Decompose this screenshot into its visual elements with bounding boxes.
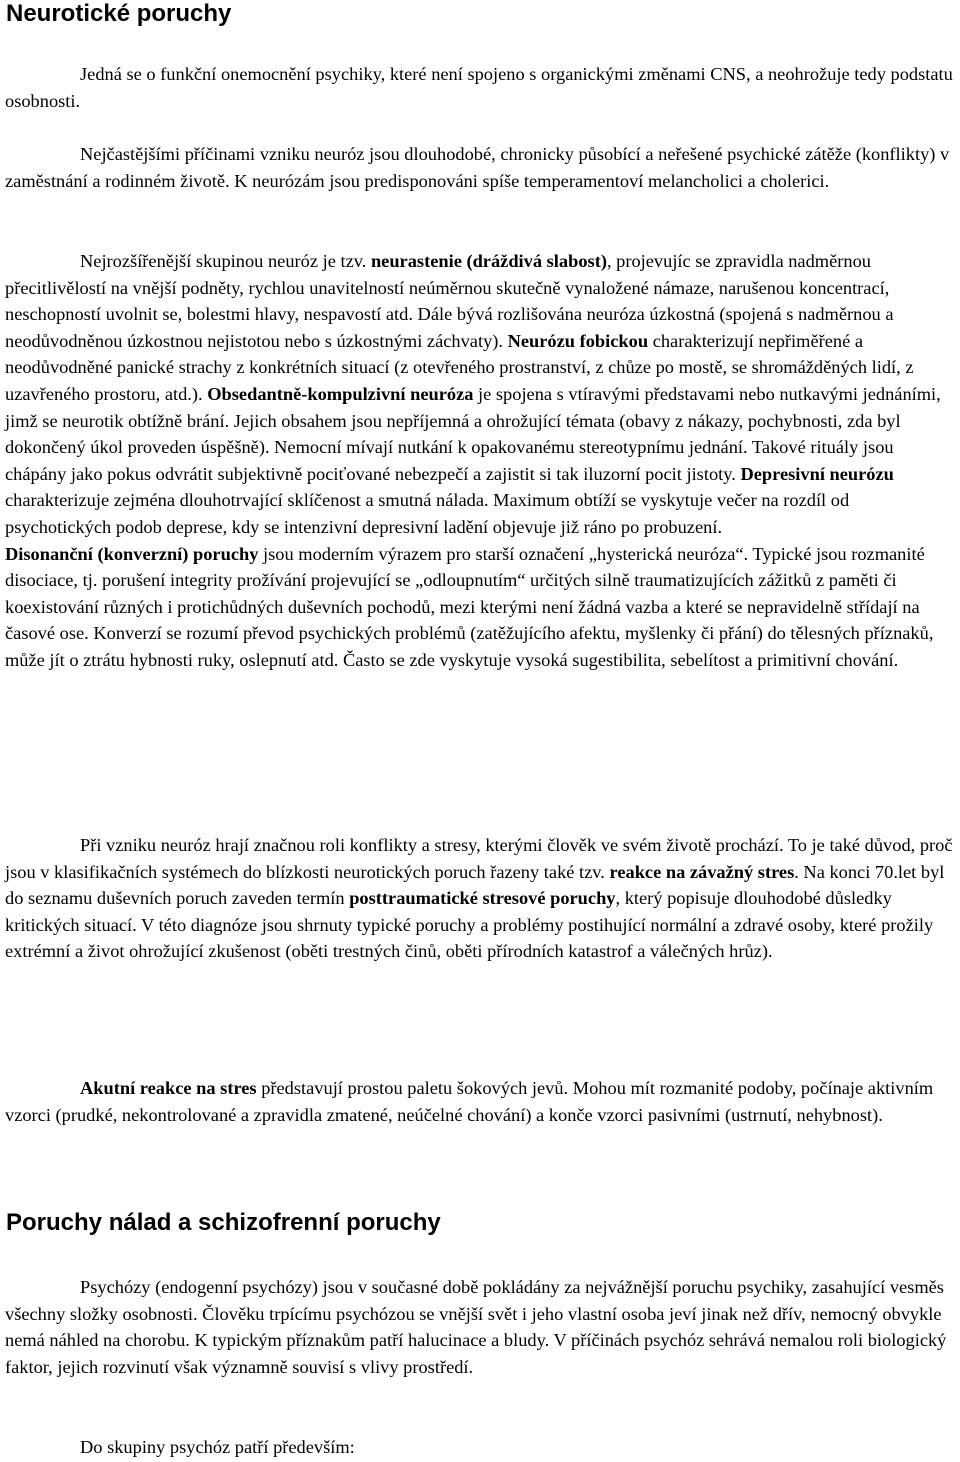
text-run: jsou moderním výrazem pro starší označení „hysterická neuróza“. Typické jsou rozmanité disociace, tj. porušení integrity prožívání projevující se „odloupnutím“ určitých silně traumatizujících zážitků z paměti či koexistování různých i protichůdných duševních pochodů, mezi kterými není žádná vazba a které se nepravidelně střídají na časové ose. Konverzí se rozumí převod psychických problémů (zatěžujícího afektu, myšlenky či přání) do tělesných příznaků, může jít o ztrátu hybnosti ruky, oslepnutí atd. Často se zde vyskytuje vysoká sugestibilita, sebelítost a primitivní chování.	[5, 543, 934, 670]
paragraph-causes: Nejčastějšími příčinami vzniku neuróz jsou dlouhodobé, chronicky působící a neřešené psychické zátěže (konflikty) v zaměstnání a rodinném životě. K neurózám jsou predisponováni spíše temperamentoví melancholici a cholerici.	[5, 144, 950, 191]
text-run: , projevujíc se zpravidla nadměrnou přecitlivělostí na vnější podněty, rychlou unavitelností neúměrnou skutečně vynaložené námaze, narušenou koncentrací, neschopností uvolnit se, bolestmi hlavy, nespavostí atd. Dále bývá rozlišována neuróza úzkostná (spojená s nadměrnou a neodůvodněnou úzkostnou nejistotou nebo s úzkostnými záchvaty).	[5, 251, 894, 351]
paragraph-definition: Jedná se o funkční onemocnění psychiky, které není spojeno s organickými změnami CNS, a neohrožuje tedy podstatu osobnosti.	[5, 64, 953, 111]
paragraph-stress-reactions	[5, 832, 957, 965]
section-heading-mood-schizophrenia: Poruchy nálad a schizofrenní poruchy	[6, 1209, 441, 1236]
text-run: , který popisuje dlouhodobé důsledky kritických situací. V této diagnóze jsou shrnuty typické poruchy a problémy postihující normální a zdravé osoby, které prožily extrémní a život ohrožující zkušenost (oběti trestných činů, oběti přírodních katastrof a válečných hrůz).	[5, 888, 934, 962]
term-stress-reaction: reakce na závažný stres	[609, 861, 795, 882]
term-acute-stress-reaction: Akutní reakce na stres	[80, 1078, 257, 1098]
text-run: představují prostou paletu šokových jevů. Mohou mít rozmanité podoby, počínaje aktivním vzorci (prudké, nekontrolované a zpravidla zmatené, neúčelné chování) a konče vzorci pasivními (ustrnutí, nehybnost).	[5, 1078, 934, 1125]
term-depressive-neurosis: Depresivní neurózu	[740, 463, 894, 484]
term-dissociative-disorders: Disonanční (konverzní) poruchy	[5, 543, 259, 564]
term-phobic-neurosis: Neurózu fobickou	[507, 330, 649, 351]
paragraph-acute-stress	[5, 1075, 957, 1128]
term-ptsd: posttraumatické stresové poruchy	[349, 888, 616, 909]
text-run: Nejrozšířenější skupinou neuróz je tzv.	[80, 251, 371, 271]
term-neurasthenia: neurastenie (dráždivá slabost)	[370, 251, 607, 271]
text-run: charakterizují nepřiměřené a neodůvodněné panické strachy z konkrétních situací (z otevřeného prostranství, z chůze po mostě, se shromážděných lidí, z uzavřeného prostoru, atd.).	[5, 330, 914, 404]
text-run: charakterizuje zejména dlouhotrvající sklíčenost a smutná nálada. Maximum obtíží se vyskytuje večer na rozdíl od psychotických podob deprese, kdy se intenzivní depresivní ladění objevuje již ráno po probuzení.	[5, 490, 850, 537]
text-run: Při vzniku neuróz hrají značnou roli konflikty a stresy, kterými člověk ve svém životě prochází. To je také důvod, proč jsou v klasifikačních systémech do blízkosti neurotických poruch řazeny také tzv.	[5, 835, 953, 882]
text-run: . Na konci 70.let byl do seznamu duševních poruch zaveden termín	[5, 861, 945, 909]
paragraph-neurosis-types	[5, 248, 957, 674]
section-heading-neurotic-disorders: Neurotické poruchy	[6, 0, 232, 27]
text-run: je spojena s vtíravými představami nebo nutkavými jednáními, jimž se neurotik obtížně brání. Jejich obsahem jsou nepříjemná a ohrožující témata (obavy z nákazy, pochybnosti, zda byl dokončený úkol proveden úspěšně). Nemocní mívají nutkání k opakovanému stereotypnímu jednání. Takové rituály jsou chápány jako pokus odvrátit subjektivně pociťované nebezpečí a zajistit si tak iluzorní pocit jistoty.	[5, 383, 941, 484]
paragraph-psychoses: Psychózy (endogenní psychózy) jsou v současné době pokládány za nejvážnější poruchu psychiky, zasahující vesměs všechny složky osobnosti. Člověku trpícímu psychózou se vnější svět i jeho vlastní osoba jeví jinak než dřív, nemocný obvykle nemá náhled na chorobu. K typickým příznakům patří halucinace a bludy. V příčinách psychóz sehrává nemalou roli biologický faktor, jejich rozvinutí však významně souvisí s vlivy prostředí.	[5, 1277, 947, 1377]
term-ocd-neurosis: Obsedantně-kompulzivní neuróza	[207, 383, 474, 404]
paragraph-psychoses-list-intro: Do skupiny psychóz patří především:	[80, 1437, 355, 1457]
